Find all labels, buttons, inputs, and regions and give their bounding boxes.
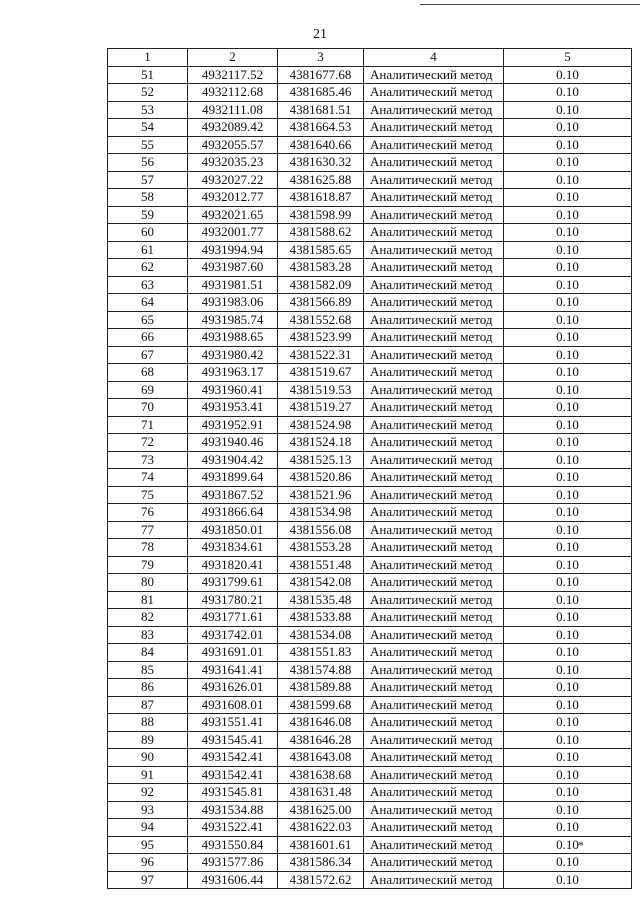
accuracy-cell: 0.10	[504, 714, 632, 732]
table-row	[108, 679, 632, 697]
accuracy-cell: 0.10	[504, 609, 632, 627]
y-coordinate-cell: 4381553.28	[278, 539, 364, 557]
point-number-cell: 72	[108, 434, 188, 452]
point-number-cell: 51	[108, 66, 188, 84]
point-number-cell: 73	[108, 451, 188, 469]
x-coordinate-cell: 4931780.21	[188, 591, 278, 609]
method-cell: Аналитический метод	[364, 731, 504, 749]
x-coordinate-cell: 4931963.17	[188, 364, 278, 382]
point-number-cell: 60	[108, 224, 188, 242]
y-coordinate-cell: 4381677.68	[278, 66, 364, 84]
y-coordinate-cell: 4381523.99	[278, 329, 364, 347]
accuracy-cell: 0.10	[504, 136, 632, 154]
accuracy-cell: 0.10	[504, 731, 632, 749]
method-cell: Аналитический метод	[364, 224, 504, 242]
method-cell: Аналитический метод	[364, 819, 504, 837]
table-row	[108, 591, 632, 609]
accuracy-cell: 0.10	[504, 819, 632, 837]
x-coordinate-cell: 4931904.42	[188, 451, 278, 469]
point-number-cell: 87	[108, 696, 188, 714]
x-coordinate-cell: 4931850.01	[188, 521, 278, 539]
y-coordinate-cell: 4381556.08	[278, 521, 364, 539]
point-number-cell: 80	[108, 574, 188, 592]
y-coordinate-cell: 4381582.09	[278, 276, 364, 294]
y-coordinate-cell: 4381519.27	[278, 399, 364, 417]
method-cell: Аналитический метод	[364, 784, 504, 802]
point-number-cell: 52	[108, 84, 188, 102]
method-cell: Аналитический метод	[364, 854, 504, 872]
table-row	[108, 206, 632, 224]
table-row	[108, 346, 632, 364]
accuracy-cell: 0.10	[504, 451, 632, 469]
x-coordinate-cell: 4931899.64	[188, 469, 278, 487]
point-number-cell: 91	[108, 766, 188, 784]
accuracy-cell: 0.10	[504, 644, 632, 662]
x-coordinate-cell: 4931983.06	[188, 294, 278, 312]
table-row	[108, 224, 632, 242]
table-row	[108, 399, 632, 417]
x-coordinate-cell: 4931534.88	[188, 801, 278, 819]
table-body	[108, 66, 632, 889]
method-cell: Аналитический метод	[364, 591, 504, 609]
accuracy-cell: 0.10	[504, 871, 632, 889]
x-coordinate-cell: 4931988.65	[188, 329, 278, 347]
method-cell: Аналитический метод	[364, 836, 504, 854]
method-cell: Аналитический метод	[364, 119, 504, 137]
method-cell: Аналитический метод	[364, 329, 504, 347]
point-number-cell: 92	[108, 784, 188, 802]
y-coordinate-cell: 4381625.00	[278, 801, 364, 819]
table-row	[108, 381, 632, 399]
y-coordinate-cell: 4381521.96	[278, 486, 364, 504]
column-header-5: 5	[504, 49, 632, 67]
x-coordinate-cell: 4932001.77	[188, 224, 278, 242]
x-coordinate-cell: 4931960.41	[188, 381, 278, 399]
x-coordinate-cell: 4931834.61	[188, 539, 278, 557]
x-coordinate-cell: 4931577.86	[188, 854, 278, 872]
method-cell: Аналитический метод	[364, 626, 504, 644]
method-cell: Аналитический метод	[364, 521, 504, 539]
table-row	[108, 241, 632, 259]
y-coordinate-cell: 4381533.88	[278, 609, 364, 627]
method-cell: Аналитический метод	[364, 696, 504, 714]
x-coordinate-cell: 4931606.44	[188, 871, 278, 889]
y-coordinate-cell: 4381525.13	[278, 451, 364, 469]
point-number-cell: 53	[108, 101, 188, 119]
accuracy-cell: 0.10	[504, 626, 632, 644]
x-coordinate-cell: 4931953.41	[188, 399, 278, 417]
y-coordinate-cell: 4381685.46	[278, 84, 364, 102]
y-coordinate-cell: 4381646.28	[278, 731, 364, 749]
accuracy-cell: 0.10	[504, 189, 632, 207]
x-coordinate-cell: 4932021.65	[188, 206, 278, 224]
method-cell: Аналитический метод	[364, 871, 504, 889]
table-row	[108, 766, 632, 784]
method-cell: Аналитический метод	[364, 206, 504, 224]
table-row	[108, 469, 632, 487]
method-cell: Аналитический метод	[364, 171, 504, 189]
table-row	[108, 136, 632, 154]
accuracy-cell: 0.10	[504, 539, 632, 557]
table-row	[108, 154, 632, 172]
accuracy-cell: 0.10	[504, 469, 632, 487]
accuracy-cell: 0.10	[504, 486, 632, 504]
table-row	[108, 661, 632, 679]
method-cell: Аналитический метод	[364, 539, 504, 557]
x-coordinate-cell: 4931542.41	[188, 766, 278, 784]
x-coordinate-cell: 4932035.23	[188, 154, 278, 172]
point-number-cell: 59	[108, 206, 188, 224]
accuracy-cell: 0.10	[504, 679, 632, 697]
table-row	[108, 66, 632, 84]
method-cell: Аналитический метод	[364, 469, 504, 487]
point-number-cell: 62	[108, 259, 188, 277]
table-row	[108, 451, 632, 469]
x-coordinate-cell: 4931799.61	[188, 574, 278, 592]
table-row	[108, 294, 632, 312]
accuracy-cell: 0.10	[504, 801, 632, 819]
table-row	[108, 276, 632, 294]
accuracy-cell: 0.10	[504, 416, 632, 434]
coordinates-table	[107, 48, 632, 889]
method-cell: Аналитический метод	[364, 136, 504, 154]
method-cell: Аналитический метод	[364, 486, 504, 504]
method-cell: Аналитический метод	[364, 189, 504, 207]
method-cell: Аналитический метод	[364, 66, 504, 84]
x-coordinate-cell: 4931545.41	[188, 731, 278, 749]
table-row	[108, 189, 632, 207]
y-coordinate-cell: 4381586.34	[278, 854, 364, 872]
accuracy-cell: 0.10	[504, 504, 632, 522]
accuracy-cell: 0.10	[504, 276, 632, 294]
point-number-cell: 88	[108, 714, 188, 732]
point-number-cell: 97	[108, 871, 188, 889]
accuracy-cell: 0.10	[504, 171, 632, 189]
table-row	[108, 749, 632, 767]
point-number-cell: 64	[108, 294, 188, 312]
point-number-cell: 74	[108, 469, 188, 487]
table-row	[108, 486, 632, 504]
x-coordinate-cell: 4931542.41	[188, 749, 278, 767]
point-number-cell: 79	[108, 556, 188, 574]
accuracy-cell: 0.10	[504, 574, 632, 592]
y-coordinate-cell: 4381589.88	[278, 679, 364, 697]
point-number-cell: 54	[108, 119, 188, 137]
margin-mark: *	[578, 838, 584, 852]
accuracy-cell: 0.10	[504, 381, 632, 399]
y-coordinate-cell: 4381551.83	[278, 644, 364, 662]
x-coordinate-cell: 4931551.41	[188, 714, 278, 732]
accuracy-cell: 0.10	[504, 766, 632, 784]
point-number-cell: 78	[108, 539, 188, 557]
y-coordinate-cell: 4381542.08	[278, 574, 364, 592]
y-coordinate-cell: 4381598.99	[278, 206, 364, 224]
y-coordinate-cell: 4381618.87	[278, 189, 364, 207]
point-number-cell: 68	[108, 364, 188, 382]
point-number-cell: 95	[108, 836, 188, 854]
y-coordinate-cell: 4381638.68	[278, 766, 364, 784]
point-number-cell: 90	[108, 749, 188, 767]
y-coordinate-cell: 4381625.88	[278, 171, 364, 189]
table-row	[108, 119, 632, 137]
accuracy-cell: 0.10	[504, 784, 632, 802]
x-coordinate-cell: 4932112.68	[188, 84, 278, 102]
method-cell: Аналитический метод	[364, 259, 504, 277]
method-cell: Аналитический метод	[364, 749, 504, 767]
accuracy-cell: 0.10	[504, 206, 632, 224]
method-cell: Аналитический метод	[364, 661, 504, 679]
y-coordinate-cell: 4381519.53	[278, 381, 364, 399]
table-header-row	[108, 49, 632, 67]
accuracy-cell: 0.10	[504, 399, 632, 417]
point-number-cell: 77	[108, 521, 188, 539]
x-coordinate-cell: 4931820.41	[188, 556, 278, 574]
table-row	[108, 784, 632, 802]
method-cell: Аналитический метод	[364, 434, 504, 452]
point-number-cell: 94	[108, 819, 188, 837]
table-row	[108, 626, 632, 644]
point-number-cell: 56	[108, 154, 188, 172]
table-row	[108, 364, 632, 382]
column-header-1: 1	[108, 49, 188, 67]
accuracy-cell: 0.10	[504, 84, 632, 102]
point-number-cell: 85	[108, 661, 188, 679]
table-row	[108, 84, 632, 102]
x-coordinate-cell: 4932027.22	[188, 171, 278, 189]
point-number-cell: 58	[108, 189, 188, 207]
y-coordinate-cell: 4381588.62	[278, 224, 364, 242]
x-coordinate-cell: 4931866.64	[188, 504, 278, 522]
accuracy-cell: 0.10	[504, 154, 632, 172]
point-number-cell: 82	[108, 609, 188, 627]
top-rule	[420, 4, 640, 5]
x-coordinate-cell: 4931952.91	[188, 416, 278, 434]
x-coordinate-cell: 4931867.52	[188, 486, 278, 504]
accuracy-cell: 0.10	[504, 434, 632, 452]
method-cell: Аналитический метод	[364, 346, 504, 364]
x-coordinate-cell: 4931742.01	[188, 626, 278, 644]
x-coordinate-cell: 4931522.41	[188, 819, 278, 837]
accuracy-cell: 0.10	[504, 521, 632, 539]
y-coordinate-cell: 4381601.61	[278, 836, 364, 854]
method-cell: Аналитический метод	[364, 609, 504, 627]
accuracy-cell: 0.10	[504, 364, 632, 382]
point-number-cell: 55	[108, 136, 188, 154]
point-number-cell: 83	[108, 626, 188, 644]
table-row	[108, 854, 632, 872]
y-coordinate-cell: 4381566.89	[278, 294, 364, 312]
accuracy-cell: 0.10	[504, 346, 632, 364]
method-cell: Аналитический метод	[364, 416, 504, 434]
x-coordinate-cell: 4932111.08	[188, 101, 278, 119]
y-coordinate-cell: 4381551.48	[278, 556, 364, 574]
table-row	[108, 696, 632, 714]
y-coordinate-cell: 4381640.66	[278, 136, 364, 154]
table-row	[108, 434, 632, 452]
y-coordinate-cell: 4381524.98	[278, 416, 364, 434]
accuracy-cell: 0.10	[504, 696, 632, 714]
y-coordinate-cell: 4381630.32	[278, 154, 364, 172]
point-number-cell: 67	[108, 346, 188, 364]
table-row	[108, 171, 632, 189]
method-cell: Аналитический метод	[364, 101, 504, 119]
table-row	[108, 504, 632, 522]
table-row	[108, 311, 632, 329]
x-coordinate-cell: 4931987.60	[188, 259, 278, 277]
method-cell: Аналитический метод	[364, 679, 504, 697]
table-row	[108, 609, 632, 627]
y-coordinate-cell: 4381646.08	[278, 714, 364, 732]
table-row	[108, 416, 632, 434]
accuracy-cell: 0.10	[504, 119, 632, 137]
x-coordinate-cell: 4931981.51	[188, 276, 278, 294]
x-coordinate-cell: 4931626.01	[188, 679, 278, 697]
method-cell: Аналитический метод	[364, 241, 504, 259]
x-coordinate-cell: 4931980.42	[188, 346, 278, 364]
accuracy-cell: 0.10	[504, 241, 632, 259]
y-coordinate-cell: 4381574.88	[278, 661, 364, 679]
accuracy-cell: 0.10	[504, 311, 632, 329]
accuracy-cell: 0.10	[504, 854, 632, 872]
table-row	[108, 714, 632, 732]
x-coordinate-cell: 4931608.01	[188, 696, 278, 714]
point-number-cell: 65	[108, 311, 188, 329]
method-cell: Аналитический метод	[364, 294, 504, 312]
point-number-cell: 61	[108, 241, 188, 259]
table-row	[108, 644, 632, 662]
point-number-cell: 66	[108, 329, 188, 347]
point-number-cell: 96	[108, 854, 188, 872]
y-coordinate-cell: 4381520.86	[278, 469, 364, 487]
x-coordinate-cell: 4932089.42	[188, 119, 278, 137]
point-number-cell: 76	[108, 504, 188, 522]
point-number-cell: 84	[108, 644, 188, 662]
table-row	[108, 539, 632, 557]
method-cell: Аналитический метод	[364, 574, 504, 592]
point-number-cell: 89	[108, 731, 188, 749]
point-number-cell: 71	[108, 416, 188, 434]
accuracy-cell: 0.10	[504, 749, 632, 767]
method-cell: Аналитический метод	[364, 311, 504, 329]
x-coordinate-cell: 4932117.52	[188, 66, 278, 84]
y-coordinate-cell: 4381535.48	[278, 591, 364, 609]
method-cell: Аналитический метод	[364, 644, 504, 662]
x-coordinate-cell: 4931771.61	[188, 609, 278, 627]
y-coordinate-cell: 4381599.68	[278, 696, 364, 714]
point-number-cell: 86	[108, 679, 188, 697]
table-row	[108, 521, 632, 539]
x-coordinate-cell: 4931691.01	[188, 644, 278, 662]
method-cell: Аналитический метод	[364, 276, 504, 294]
table-row	[108, 871, 632, 889]
method-cell: Аналитический метод	[364, 154, 504, 172]
point-number-cell: 93	[108, 801, 188, 819]
accuracy-cell: 0.10	[504, 259, 632, 277]
point-number-cell: 75	[108, 486, 188, 504]
x-coordinate-cell: 4931985.74	[188, 311, 278, 329]
table-row	[108, 329, 632, 347]
point-number-cell: 69	[108, 381, 188, 399]
method-cell: Аналитический метод	[364, 399, 504, 417]
method-cell: Аналитический метод	[364, 364, 504, 382]
x-coordinate-cell: 4932055.57	[188, 136, 278, 154]
method-cell: Аналитический метод	[364, 801, 504, 819]
x-coordinate-cell: 4931545.81	[188, 784, 278, 802]
column-header-2: 2	[188, 49, 278, 67]
accuracy-cell: 0.10	[504, 836, 632, 854]
point-number-cell: 81	[108, 591, 188, 609]
table-row	[108, 819, 632, 837]
x-coordinate-cell: 4931641.41	[188, 661, 278, 679]
method-cell: Аналитический метод	[364, 451, 504, 469]
y-coordinate-cell: 4381572.62	[278, 871, 364, 889]
accuracy-cell: 0.10	[504, 661, 632, 679]
y-coordinate-cell: 4381643.08	[278, 749, 364, 767]
column-header-4: 4	[364, 49, 504, 67]
table-row	[108, 836, 632, 854]
table-row	[108, 556, 632, 574]
table-row	[108, 731, 632, 749]
y-coordinate-cell: 4381519.67	[278, 364, 364, 382]
column-header-3: 3	[278, 49, 364, 67]
point-number-cell: 70	[108, 399, 188, 417]
point-number-cell: 63	[108, 276, 188, 294]
y-coordinate-cell: 4381631.48	[278, 784, 364, 802]
y-coordinate-cell: 4381585.65	[278, 241, 364, 259]
accuracy-cell: 0.10	[504, 294, 632, 312]
table-row	[108, 574, 632, 592]
method-cell: Аналитический метод	[364, 556, 504, 574]
method-cell: Аналитический метод	[364, 84, 504, 102]
y-coordinate-cell: 4381524.18	[278, 434, 364, 452]
x-coordinate-cell: 4931940.46	[188, 434, 278, 452]
table-row	[108, 259, 632, 277]
y-coordinate-cell: 4381534.98	[278, 504, 364, 522]
accuracy-cell: 0.10	[504, 591, 632, 609]
y-coordinate-cell: 4381534.08	[278, 626, 364, 644]
accuracy-cell: 0.10	[504, 101, 632, 119]
y-coordinate-cell: 4381681.51	[278, 101, 364, 119]
method-cell: Аналитический метод	[364, 381, 504, 399]
y-coordinate-cell: 4381664.53	[278, 119, 364, 137]
y-coordinate-cell: 4381522.31	[278, 346, 364, 364]
y-coordinate-cell: 4381583.28	[278, 259, 364, 277]
method-cell: Аналитический метод	[364, 714, 504, 732]
y-coordinate-cell: 4381622.03	[278, 819, 364, 837]
accuracy-cell: 0.10	[504, 329, 632, 347]
accuracy-cell: 0.10	[504, 556, 632, 574]
x-coordinate-cell: 4931550.84	[188, 836, 278, 854]
y-coordinate-cell: 4381552.68	[278, 311, 364, 329]
x-coordinate-cell: 4931994.94	[188, 241, 278, 259]
point-number-cell: 57	[108, 171, 188, 189]
accuracy-cell: 0.10	[504, 224, 632, 242]
page-number: 21	[313, 27, 327, 42]
method-cell: Аналитический метод	[364, 504, 504, 522]
table-row	[108, 801, 632, 819]
x-coordinate-cell: 4932012.77	[188, 189, 278, 207]
table-row	[108, 101, 632, 119]
method-cell: Аналитический метод	[364, 766, 504, 784]
accuracy-cell: 0.10	[504, 66, 632, 84]
